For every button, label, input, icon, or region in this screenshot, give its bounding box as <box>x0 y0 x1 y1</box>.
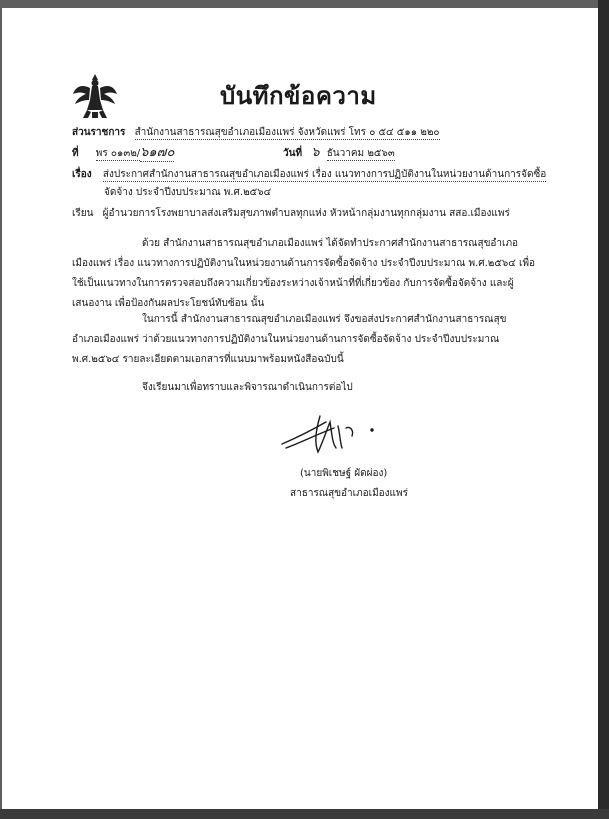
date-row <box>283 146 395 160</box>
signer-name: (นายพิเชษฐ์ ผัดผ่อง) <box>300 468 388 479</box>
scan-edge-right <box>598 0 609 819</box>
document-title: บันทึกข้อความ <box>220 82 377 110</box>
subject-line-2: จัดจ้าง ประจำปีงบประมาณ พ.ศ.๒๕๖๔ <box>104 187 272 198</box>
agency-value: สำนักงานสาธารณสุขอำเภอเมืองแพร่ จังหวัดแพร่ โทร ๐ ๕๔ ๕๑๑ ๒๒๐ <box>134 127 440 138</box>
signer-position: สาธารณสุขอำเภอเมืองแพร่ <box>290 488 408 499</box>
reference-number: ๖๑๗๐ <box>140 145 175 160</box>
reference-row <box>72 146 174 160</box>
recipient-label: เรียน <box>72 208 94 219</box>
subject-label: เรื่อง <box>72 169 92 180</box>
recipient-value: ผู้อำนวยการโรงพยาบาลส่งเสริมสุขภาพตำบลทุกแห่ง หัวหน้ากลุ่มงานทุกกลุ่มงาน สสอ.เมืองแพร่ <box>102 208 510 219</box>
date-month-year: ธันวาคม ๒๕๖๓ <box>326 148 395 159</box>
paragraph-1-line-3: ใช้เป็นแนวทางในการตรวจสอบถึงความเกี่ยวข้องระหว่างเจ้าหน้าที่ที่เกี่ยวข้อง กับการจัดซื้อจัดจ้าง และผู้ <box>72 278 514 289</box>
garuda-emblem-icon <box>72 72 118 120</box>
recipient-row <box>72 207 510 220</box>
paragraph-2-line-3: พ.ศ.๒๕๖๔ รายละเอียดตามเอกสารที่แนบมาพร้อมหนังสือฉบับนี้ <box>72 354 344 365</box>
date-day: ๖ <box>311 145 320 160</box>
paragraph-1-line-1: ด้วย สำนักงานสาธารณสุขอำเภอเมืองแพร่ ได้จัดทำประกาศสำนักงานสาธารณสุขอำเภอ <box>142 238 519 249</box>
scan-edge-bottom <box>0 809 609 819</box>
paragraph-2-line-1: ในการนี้ สำนักงานสาธารณสุขอำเภอเมืองแพร่ จึงขอส่งประกาศสำนักงานสาธารณสุข <box>142 314 507 325</box>
handwritten-signature <box>276 408 386 458</box>
paragraph-1-line-4: เสนองาน เพื่อป้องกันผลประโยชน์ทับซ้อน นั้น <box>72 298 265 309</box>
subject-row <box>72 168 546 181</box>
reference-value: พร ๐๑๓๒/ <box>95 148 141 159</box>
subject-line-1: ส่งประกาศสำนักงานสาธารณสุขอำเภอเมืองแพร่ เรื่อง แนวทางการปฏิบัติงานในหน่วยงานด้านการจัดซื้อ <box>102 169 547 180</box>
paragraph-2-line-2: อำเภอเมืองแพร่ ว่าด้วยแนวทางการปฏิบัติงานในหน่วยงานด้านการจัดซื้อจัดจ้าง ประจำปีงบประมาณ <box>72 334 500 345</box>
agency-label: ส่วนราชการ <box>72 127 126 138</box>
date-label: วันที่ <box>283 148 303 159</box>
closing-line: จึงเรียนมาเพื่อทราบและพิจารณาดำเนินการต่อไป <box>142 382 353 393</box>
reference-label: ที่ <box>72 148 79 159</box>
agency-row <box>72 126 440 139</box>
paragraph-1-line-2: เมืองแพร่ เรื่อง แนวทางการปฏิบัติงานในหน่วยงานด้านการจัดซื้อจัดจ้าง ประจำปีงบประมาณ พ.ศ.๒๕๖๔ เพื่อ <box>72 258 536 269</box>
